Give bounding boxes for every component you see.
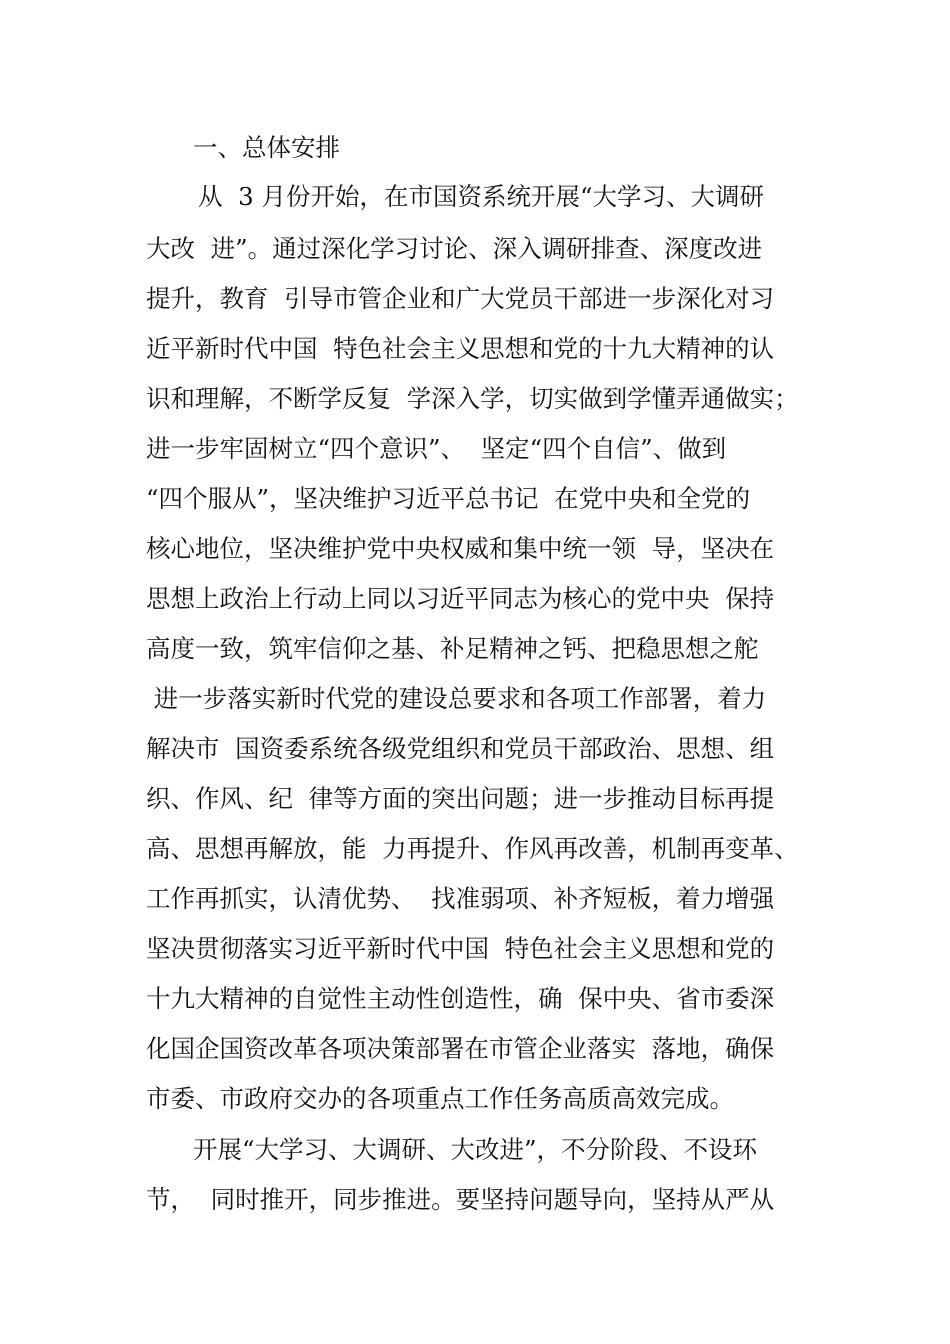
paragraph-line: 市委、市政府交办的各项重点工作任务高质高效完成。: [146, 1084, 734, 1113]
paragraph-line: 开展“大学习、大调研、大改进”，不分阶段、不设环: [193, 1135, 758, 1164]
section-heading: 一、总体安排: [193, 133, 340, 162]
paragraph-line: 近平新时代中国 特色社会主义思想和党的十九大精神的认: [146, 334, 775, 363]
paragraph-line: 思想上政治上行动上同以习近平同志为核心的党中央 保持: [146, 584, 775, 613]
paragraph-line: 工作再抓实，认清优势、 找准弱项、补齐短板，着力增强: [146, 884, 775, 913]
paragraph-line: 十九大精神的自觉性主动性创造性，确 保中央、省市委深: [146, 984, 775, 1013]
paragraph-line: 核心地位，坚决维护党中央权威和集中统一领 导，坚决在: [146, 534, 775, 563]
paragraph-line: “四个服从”，坚决维护习近平总书记 在党中央和全党的: [146, 484, 751, 513]
paragraph-line: 从 3 月份开始，在市国资系统开展“大学习、大调研: [198, 182, 764, 211]
paragraph-line: 化国企国资改革各项决策部署在市管企业落实 落地，确保: [146, 1034, 775, 1063]
paragraph-line: 织、作风、纪 律等方面的突出问题；进一步推动目标再提: [146, 784, 775, 813]
paragraph-line: 坚决贯彻落实习近平新时代中国 特色社会主义思想和党的: [146, 934, 775, 963]
paragraph-line: 节， 同时推开，同步推进。要坚持问题导向，坚持从严从: [146, 1185, 775, 1214]
paragraph-line: 大改 进”。通过深化学习讨论、深入调研排查、深度改进: [146, 234, 763, 263]
paragraph-line: 进一步落实新时代党的建设总要求和各项工作部署，着力: [146, 684, 767, 713]
paragraph-line: 高、思想再解放，能 力再提升、作风再改善，机制再变革、: [146, 834, 799, 863]
paragraph-line: 高度一致，筑牢信仰之基、补足精神之钙、把稳思想之舵: [146, 634, 759, 663]
paragraph-line: 识和理解，不断学反复 学深入学，切实做到学懂弄通做实；: [146, 384, 799, 413]
paragraph-line: 解决市 国资委系统各级党组织和党员干部政治、思想、组: [146, 734, 775, 763]
paragraph-line: 进一步牢固树立“四个意识”、 坚定“四个自信”、做到: [146, 434, 727, 463]
paragraph-line: 提升，教育 引导市管企业和广大党员干部进一步深化对习: [146, 284, 775, 313]
